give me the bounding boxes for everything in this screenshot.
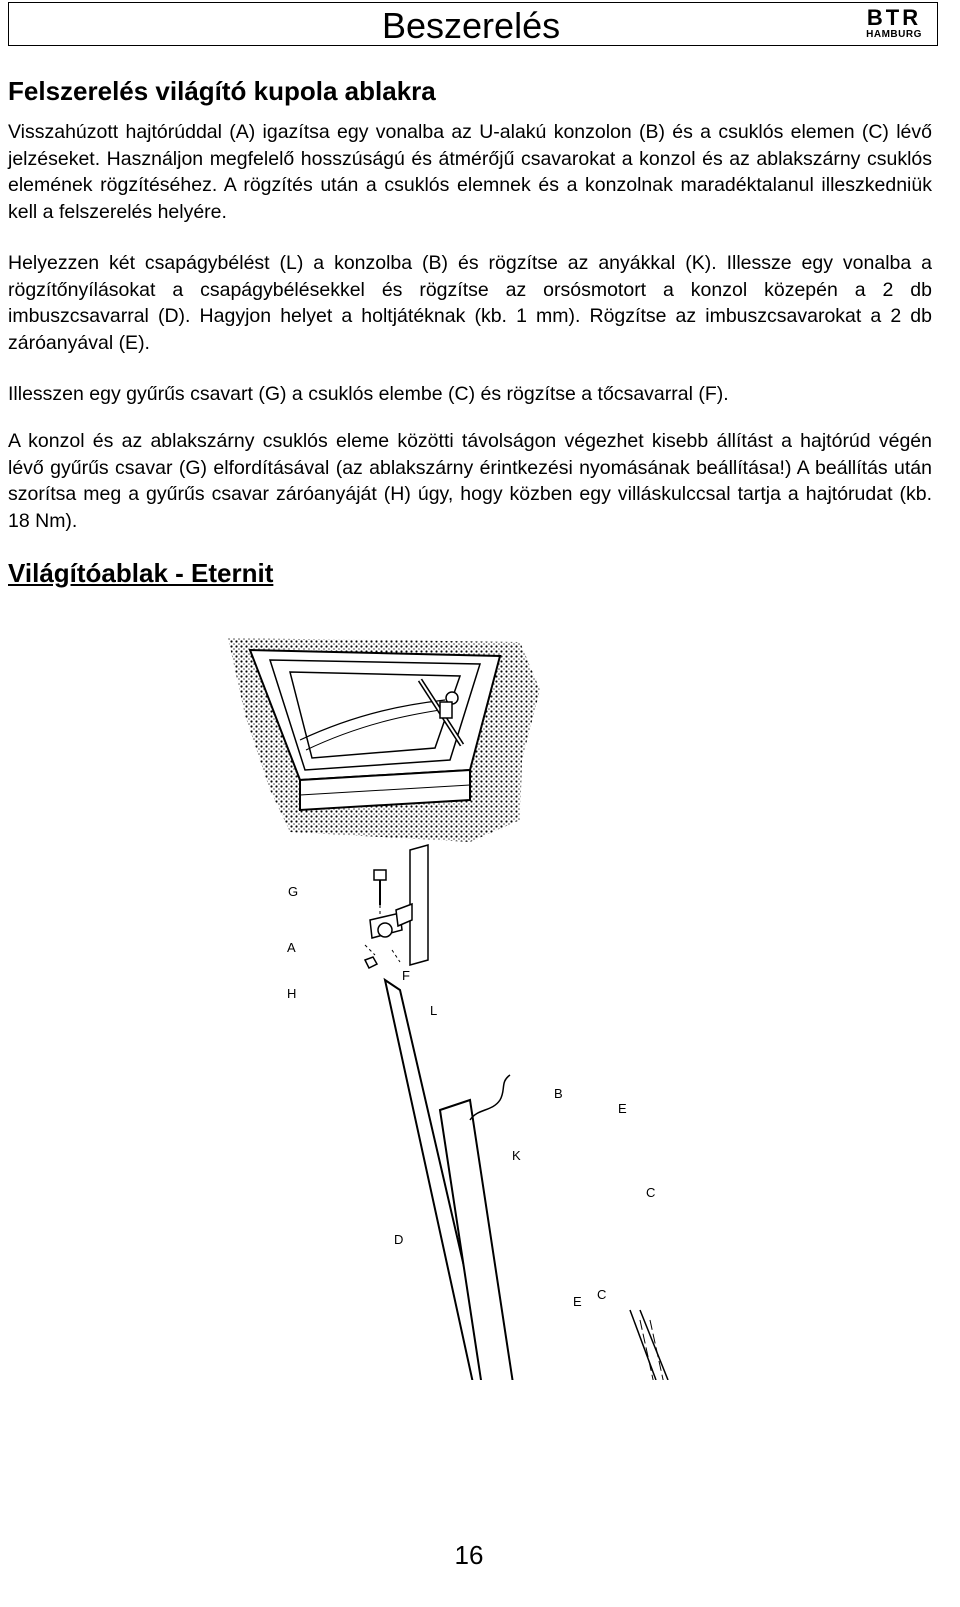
- label-c-top: C: [646, 1185, 656, 1200]
- label-k: K: [512, 1148, 521, 1163]
- label-e-top: E: [618, 1101, 627, 1116]
- roof-window-drawing: [228, 638, 540, 842]
- label-l: L: [430, 1003, 438, 1018]
- paragraph-1: Visszahúzott hajtórúddal (A) igazítsa egy vonalba az U-alakú konzolon (B) és a csuklós elemen (C) lévő jelzéseket. Használjon megfelelő hosszúságú és átmérőjű csavarokat a konzol és az ablakszárny csuklós elemének rögzítéséhez. A rögzítés után a csuklós elemnek és a konzolnak maradéktalanul illeszkedniük kell a felszerelés helyére.: [8, 121, 932, 223]
- paragraph-2: Helyezzen két csapágybélést (L) a konzolba (B) és rögzítse az anyákkal (K). Illessze egy vonalba a rögzítőnyílásokat a csapágybélésekkel és rögzítse az orsósmotort a konzol közepén a 2 db imbuszcsavarral (D). Hagyjon helyet a holtjátéknak (kb. 1 mm). Rögzítse az imbuszcsavarokat a 2 db záróanyával (E).: [8, 252, 932, 354]
- brand-name: BTR: [866, 5, 922, 30]
- page-header: [8, 2, 938, 46]
- paragraph-3: Illesszen egy gyűrűs csavart (G) a csuklós elembe (C) és rögzítse a tőcsavarral (F).: [8, 383, 729, 405]
- section-heading-dome: Felszerelés világító kupola ablakra: [8, 76, 436, 106]
- section-heading-eternit: Világítóablak - Eternit: [8, 558, 274, 588]
- brand-subtitle: HAMBURG: [866, 29, 922, 40]
- exploded-assembly-drawing: [365, 845, 720, 1380]
- label-d: D: [394, 1232, 404, 1247]
- installation-illustration: [0, 620, 960, 1380]
- label-a: A: [287, 940, 296, 955]
- paragraph-4: A konzol és az ablakszárny csuklós eleme közötti távolságon végezhet kisebb állítást a hajtórúd végén lévő gyűrűs csavar (G) elfordításával (az ablakszárny érintkezési nyomásának beállítása!) A beállítás után szorítsa meg a gyűrűs csavar záróanyáját (H) úgy, hogy közben egy villáskulccsal tartja a hajtórudat (kb. 18 Nm).: [8, 430, 932, 532]
- label-h: H: [287, 986, 297, 1001]
- header-title: Beszerelés: [382, 5, 561, 46]
- page-number: 16: [454, 1540, 484, 1570]
- label-b: B: [554, 1086, 563, 1101]
- label-g: G: [288, 884, 299, 899]
- label-c-bottom: C: [597, 1287, 607, 1302]
- brand-logo: [859, 7, 929, 41]
- label-f: F: [402, 968, 410, 983]
- label-e-bottom: E: [573, 1294, 582, 1309]
